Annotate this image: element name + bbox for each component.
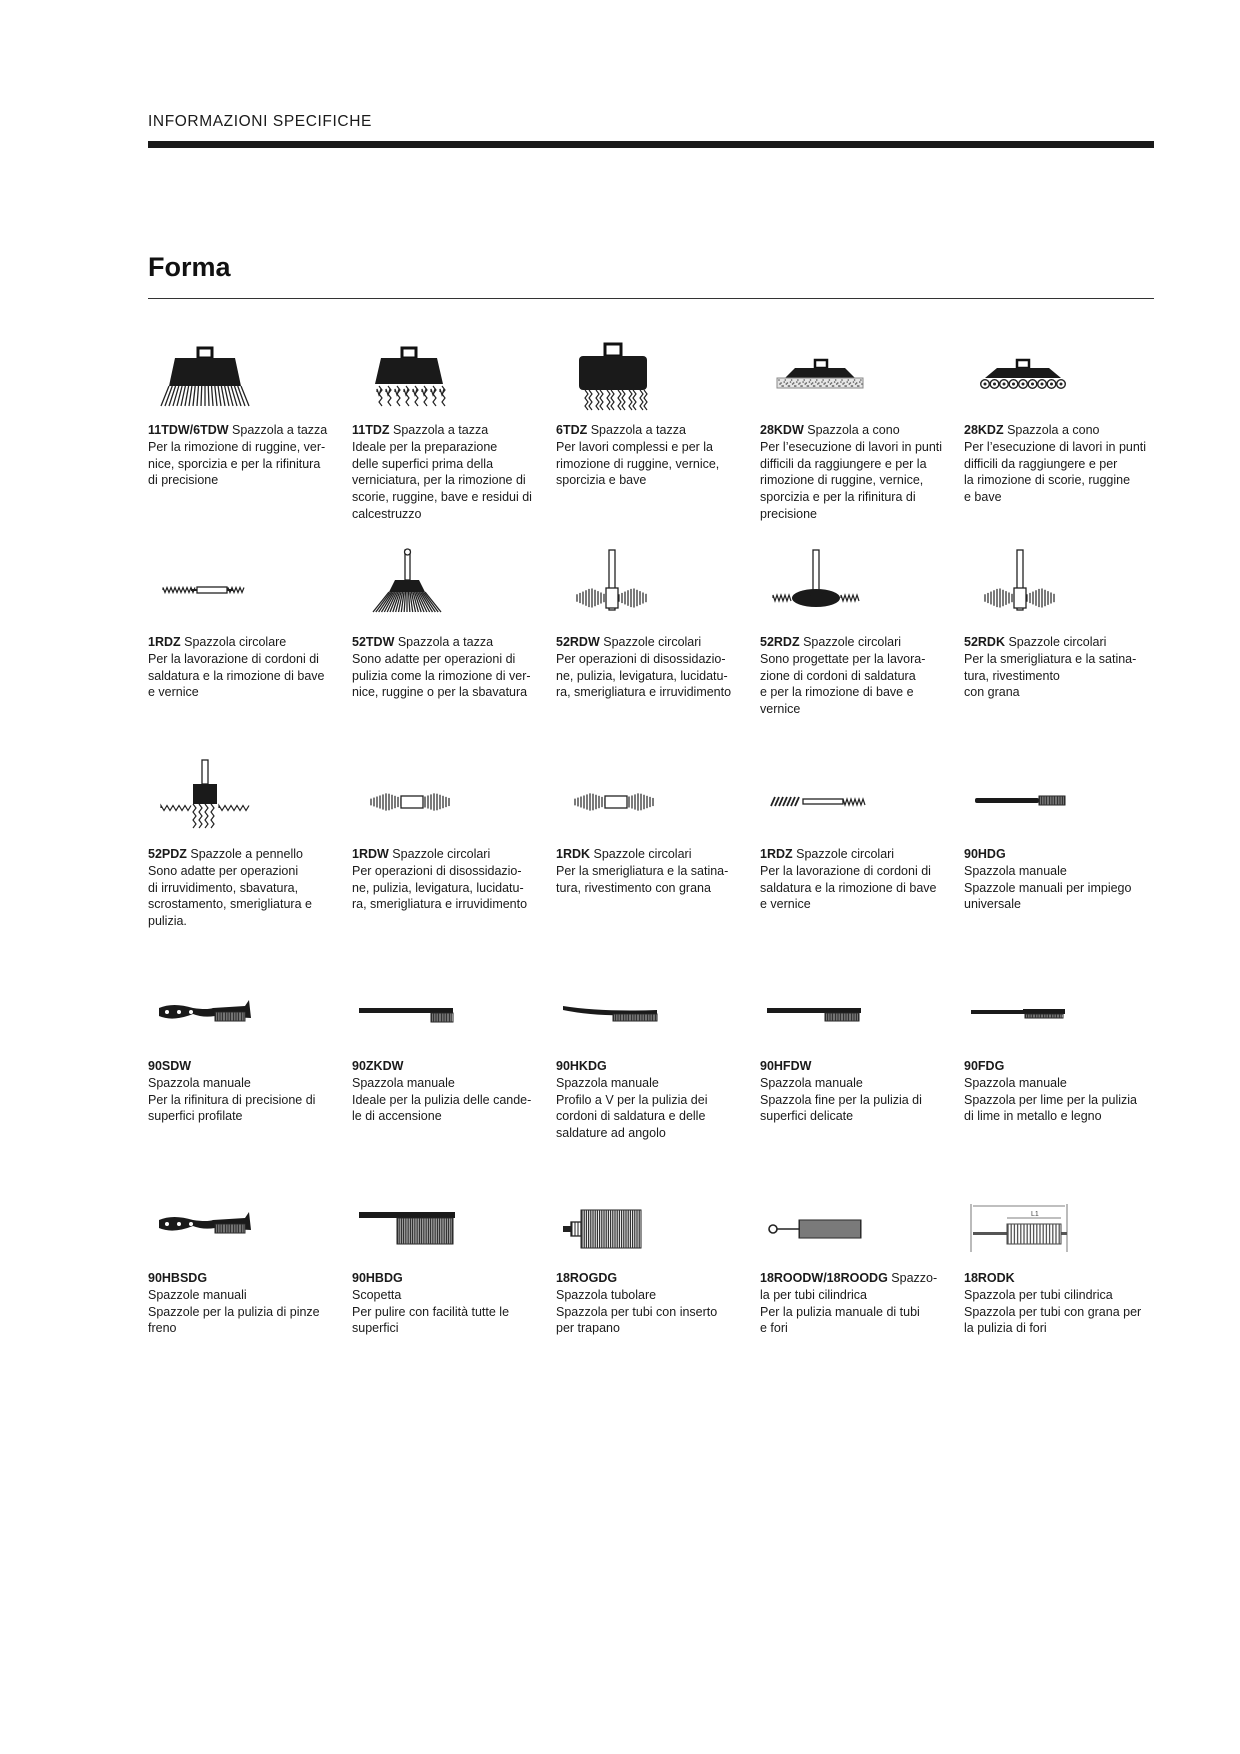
cup-brush-square-icon [556,330,746,420]
description-line: sporcizia e bave [556,473,647,488]
hand-brush-straight-icon [964,754,1154,844]
tube-brush-loop-icon [760,1178,950,1268]
shank-wheel-brush-icon [556,542,746,632]
description-line: ra, smerigliatura e irruvidimento [556,685,732,700]
product-code: 18ROODW/18ROODG [760,1271,888,1285]
description-line: ne, pulizia, levigatura, lucidatu- [352,880,524,895]
cup-brush-wire-icon [148,330,338,420]
description-line: pulizia come la rimozione di ver- [352,668,531,683]
product-description [352,1270,538,1337]
product-description [148,1058,334,1125]
dimension-label: L1 [1031,1211,1039,1218]
product-description [352,634,538,701]
description-line: di precisione [148,473,219,488]
description-line: Sono adatte per operazioni di [352,651,516,666]
file-brush-icon [964,966,1154,1056]
product-code: 90HFDW [760,1059,812,1073]
product-description [964,1058,1150,1125]
description-line: nice, ruggine o per la sbavatura [352,685,528,700]
description-line: di irruvidimento, sbavatura, [148,880,299,895]
hand-brush-fine-icon [760,966,950,1056]
product-type: Spazzole circolari [1005,635,1107,649]
product-code: 90HBDG [352,1271,403,1285]
description-line: zione di cordoni di saldatura [760,668,916,683]
product-code: 1RDZ [760,847,793,861]
product-description [148,422,334,489]
product-description [760,1270,946,1337]
description-line: la per tubi cilindrica [760,1287,867,1302]
description-line: difficili da raggiungere e per [964,456,1118,471]
product-code: 18RODK [964,1271,1015,1285]
description-line: calcestruzzo [352,506,422,521]
description-line: e bave [964,490,1002,505]
description-line: Spazzola manuale [556,1075,659,1090]
wheel-brush-thin-icon [148,542,338,632]
description-line: tura, rivestimento con grana [556,880,711,895]
description-line: Spazzole manuali per impiego [964,880,1132,895]
description-line: Spazzola manuale [964,863,1067,878]
description-line: Per la rifinitura di precisione di [148,1092,316,1107]
description-line: per trapano [556,1321,620,1336]
cup-brush-twisted-icon [352,330,542,420]
product-code: 1RDZ [148,635,181,649]
product-type: Spazzole circolari [590,847,692,861]
product-description [760,846,946,913]
product-description [964,634,1150,701]
description-line: scrostamento, smerigliatura e [148,897,312,912]
product-description [352,422,538,523]
product-code: 52PDZ [148,847,187,861]
product-description [760,634,946,718]
product-description [964,422,1150,506]
hand-brush-grip-icon [148,966,338,1056]
product-code: 90SDW [148,1059,192,1073]
product-type: Spazzola a cono [803,423,900,437]
description-line: freno [148,1321,177,1336]
description-line: Scopetta [352,1287,402,1302]
description-line: difficili da raggiungere e per la [760,456,927,471]
cone-brush-knot-icon [964,330,1154,420]
product-code: 52TDW [352,635,395,649]
product-code: 1RDW [352,847,389,861]
hand-brush-curved-icon [556,966,746,1056]
product-type: Spazzole circolari [388,847,491,861]
description-line: Per l’esecuzione di lavori in punti [760,439,943,454]
description-line: Sono adatte per operazioni [148,863,299,878]
description-line: Spazzola per tubi con grana per [964,1304,1142,1319]
description-line: saldature ad angolo [556,1126,666,1141]
description-line: Spazzola per tubi cilindrica [964,1287,1113,1302]
cone-brush-wire-icon [760,330,950,420]
product-type: Spazzola a cono [1003,423,1100,437]
description-line: Per pulire con facilità tutte le [352,1304,510,1319]
description-line: e per la rimozione di bave e [760,685,914,700]
description-line: le di accensione [352,1109,442,1124]
description-line: di lime in metallo e legno [964,1109,1102,1124]
product-code: 28KDW [760,423,804,437]
description-line: Spazzola fine per la pulizia di [760,1092,922,1107]
description-line: Per la lavorazione di cordoni di [760,863,931,878]
product-type: Spazzole circolari [799,635,902,649]
description-line: Per operazioni di disossidazio- [556,651,726,666]
product-type: Spazzole a pennello [186,847,303,861]
product-code: 52RDZ [760,635,800,649]
product-type: Spazzola a tazza [587,423,686,437]
header-bar [148,141,1154,148]
description-line: delle superfici prima della [352,456,494,471]
product-description [760,422,946,523]
product-description [964,1270,1150,1337]
description-line: Per la smerigliatura e la satina- [556,863,729,878]
brake-brush-icon [148,1178,338,1268]
product-description [148,634,334,701]
description-line: superfici [352,1321,399,1336]
product-description [556,422,742,489]
product-code: 11TDZ [352,423,390,437]
description-line: Per l’esecuzione di lavori in punti [964,439,1147,454]
description-line: Spazzola tubolare [556,1287,657,1302]
scrub-brush-icon [352,1178,542,1268]
product-code: 1RDK [556,847,591,861]
description-line: cordoni di saldatura e delle [556,1109,706,1124]
description-line: Ideale per la preparazione [352,439,498,454]
description-line: la rimozione di scorie, ruggine [964,473,1131,488]
description-line: Per la lavorazione di cordoni di [148,651,319,666]
description-line: universale [964,897,1021,912]
description-line: Per la smerigliatura e la satina- [964,651,1137,666]
description-line: precisione [760,506,817,521]
product-type: Spazzole circolari [599,635,702,649]
description-line: vernice [760,702,801,717]
description-line: Per la pulizia manuale di tubi [760,1304,920,1319]
description-line: Spazzola per tubi con inserto [556,1304,718,1319]
product-type: Spazzola a tazza [389,423,489,437]
description-line: Spazzole manuali [148,1287,247,1302]
description-line: nice, sporcizia e per la rifinitura [148,456,321,471]
shank-cup-brush-icon [352,542,542,632]
shank-wheel-grit-icon [964,542,1154,632]
description-line: e vernice [148,685,199,700]
wheel-brush-twisted-icon [760,754,950,844]
description-line: Per lavori complessi e per la [556,439,714,454]
product-description [352,1058,538,1125]
page-header-label: INFORMAZIONI SPECIFICHE [148,113,372,130]
shank-wheel-twisted-icon [760,542,950,632]
description-line: rimozione di ruggine, vernice, [556,456,720,471]
wheel-brush-grit-icon [556,754,746,844]
description-line: saldatura e la rimozione di bave [148,668,325,683]
description-line: Spazzola manuale [352,1075,455,1090]
product-code: 52RDW [556,635,600,649]
product-code: 6TDZ [556,423,588,437]
description-line: ne, pulizia, levigatura, lucidatu- [556,668,728,683]
description-line: e vernice [760,897,811,912]
description-line: e fori [760,1321,788,1336]
description-line: Spazzola per lime per la pulizia [964,1092,1138,1107]
description-line: Ideale per la pulizia delle cande- [352,1092,532,1107]
product-description [556,634,742,701]
product-description [556,1270,742,1337]
product-type: Spazzole circolari [792,847,895,861]
description-line: scorie, ruggine, bave e residui di [352,490,532,505]
product-code: 11TDW/6TDW [148,423,229,437]
description-line: Spazzola manuale [964,1075,1067,1090]
description-line: sporcizia e per la rifinitura di [760,490,916,505]
product-code: 90HBSDG [148,1271,208,1285]
product-description [556,846,742,896]
product-description [556,1058,742,1142]
product-code: 18ROGDG [556,1271,618,1285]
product-description [148,1270,334,1337]
hand-brush-spark-plug-icon [352,966,542,1056]
product-code: 90HDG [964,847,1006,861]
description-line: Per operazioni di disossidazio- [352,863,522,878]
section-rule [148,298,1154,299]
product-type: Spazzola a tazza [228,423,328,437]
product-description [352,846,538,913]
product-type: Spazzola circolare [180,635,287,649]
tube-brush-dimension-icon [964,1178,1154,1268]
product-type: Spazzola a tazza [394,635,494,649]
description-line: Spazzole per la pulizia di pinze [148,1304,320,1319]
description-line: superfici delicate [760,1109,854,1124]
product-description [964,846,1150,913]
description-line: verniciatura, per la rimozione di [352,473,526,488]
description-line: Per la rimozione di ruggine, ver- [148,439,326,454]
product-description [148,846,334,930]
tube-brush-drill-icon [556,1178,746,1268]
description-line: Profilo a V per la pulizia dei [556,1092,708,1107]
description-line: Spazzola manuale [148,1075,251,1090]
product-code: 90ZKDW [352,1059,404,1073]
product-code: 28KDZ [964,423,1004,437]
description-line: rimozione di ruggine, vernice, [760,473,924,488]
wheel-brush-wire-icon [352,754,542,844]
product-code: 90HKDG [556,1059,607,1073]
product-code: 52RDK [964,635,1005,649]
description-line: tura, rivestimento [964,668,1060,683]
description-line: ra, smerigliatura e irruvidimento [352,897,528,912]
description-line: la pulizia di fori [964,1321,1047,1336]
product-description [760,1058,946,1125]
description-line: con grana [964,685,1020,700]
description-line: superfici profilate [148,1109,243,1124]
description-line: Spazzola manuale [760,1075,863,1090]
description-line: Sono progettate per la lavora- [760,651,926,666]
description-line: saldatura e la rimozione di bave [760,880,937,895]
product-type: Spazzo- [887,1271,938,1285]
description-line: pulizia. [148,914,187,929]
product-code: 90FDG [964,1059,1005,1073]
section-title: Forma [148,252,231,282]
end-brush-icon [148,754,338,844]
